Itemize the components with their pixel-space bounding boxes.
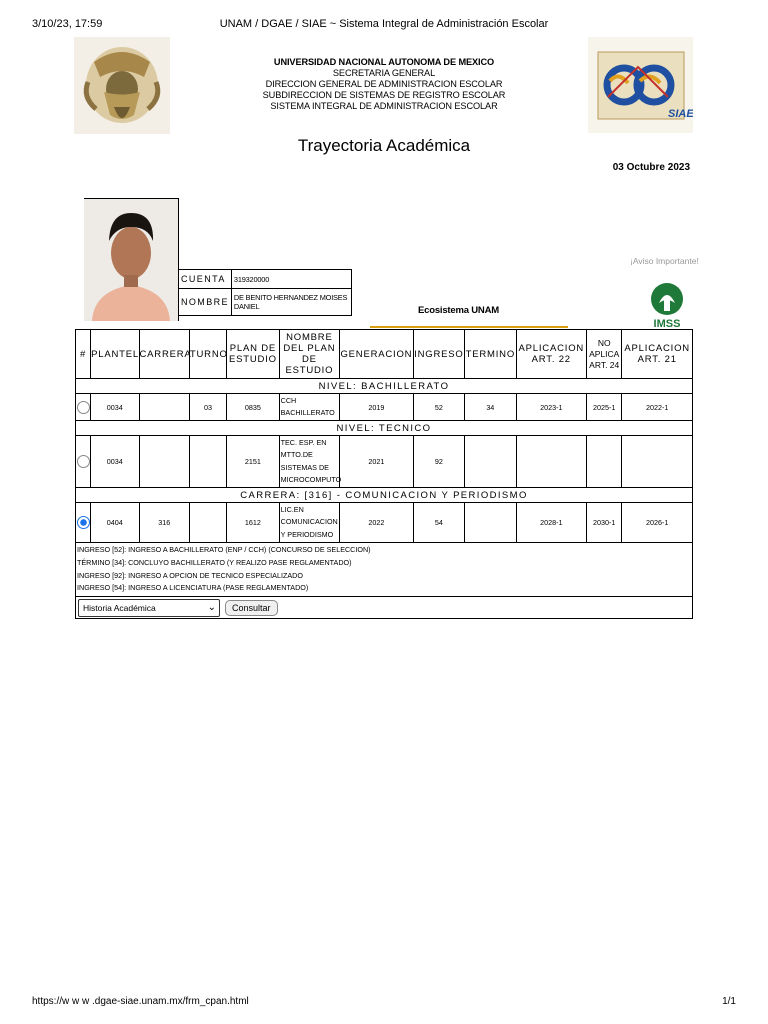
col-header-nombre-plan: NOMBRE DEL PLAN DE ESTUDIO <box>279 330 339 379</box>
cell-ingreso: 52 <box>413 394 464 421</box>
cell-plan: 1612 <box>227 503 279 543</box>
imss-logo-text: IMSS <box>653 318 681 329</box>
note-line: INGRESO [54]: INGRESO A LICENCIATURA (PASE REGLAMENTADO) <box>77 583 309 593</box>
print-header <box>32 18 736 32</box>
cell-turno <box>189 503 226 543</box>
unam-logo <box>74 37 170 134</box>
cell-art21: 2026-1 <box>622 503 693 543</box>
cuenta-value: 319320000 <box>231 270 351 289</box>
ecosistema-link[interactable]: Ecosistema UNAM <box>418 305 499 316</box>
print-page-number: 1/1 <box>722 996 736 1007</box>
institution-heading <box>230 57 538 112</box>
cell-ingreso: 54 <box>413 503 464 543</box>
col-header-termino: TERMINO <box>465 330 516 379</box>
cell-art24 <box>587 436 622 488</box>
cell-nombre-plan: LIC.EN COMUNICACION Y PERIODISMO <box>279 503 339 543</box>
report-type-select[interactable] <box>78 599 220 617</box>
cell-nombre-plan: TEC. ESP. EN MTTO.DE SISTEMAS DE MICROCOMPUTO <box>279 436 339 488</box>
institution-direccion: DIRECCION GENERAL DE ADMINISTRACION ESCOLAR <box>265 79 503 89</box>
cell-art24: 2025-1 <box>587 394 622 421</box>
page-title: Trayectoria Académica <box>297 136 471 155</box>
cell-art22 <box>516 436 587 488</box>
cell-termino: 34 <box>465 394 516 421</box>
table-row <box>76 503 693 543</box>
row-select-radio[interactable] <box>77 455 90 468</box>
section-title: NIVEL: TECNICO <box>76 421 693 436</box>
col-header-turno: TURNO <box>189 330 226 379</box>
cell-plan: 0835 <box>227 394 279 421</box>
siae-logo <box>588 37 693 133</box>
institution-name: UNIVERSIDAD NACIONAL AUTONOMA DE MEXICO <box>273 57 495 67</box>
institution-secretaria: SECRETARIA GENERAL <box>332 68 436 78</box>
cell-termino <box>465 503 516 543</box>
cuenta-label: CUENTA <box>179 270 232 289</box>
student-info-table <box>178 269 352 316</box>
cell-art24: 2030-1 <box>587 503 622 543</box>
col-header-art24: NO APLICA ART. 24 <box>587 330 622 379</box>
print-url: https://w w w .dgae-siae.unam.mx/frm_cpan.html <box>32 996 249 1007</box>
note-line: TÉRMINO [34]: CONCLUYO BACHILLERATO (Y REALIZO PASE REGLAMENTADO) <box>77 557 352 567</box>
cell-art22: 2023-1 <box>516 394 587 421</box>
cell-turno: 03 <box>189 394 226 421</box>
cell-generacion: 2022 <box>340 503 414 543</box>
cell-generacion: 2019 <box>340 394 414 421</box>
ecosistema-underline <box>370 326 568 328</box>
consultar-button[interactable]: Consultar <box>225 600 278 616</box>
legend-notes <box>76 543 693 597</box>
row-select-radio[interactable] <box>77 401 90 414</box>
note-line: INGRESO [92]: INGRESO A OPCION DE TECNICO ESPECIALIZADO <box>77 570 303 580</box>
table-row <box>76 394 693 421</box>
cell-art21: 2022-1 <box>622 394 693 421</box>
col-header-art22: APLICACION ART. 22 <box>516 330 587 379</box>
section-row-bachillerato <box>76 379 693 394</box>
cell-carrera <box>139 436 189 488</box>
cell-plantel: 0034 <box>91 394 139 421</box>
imss-logo[interactable] <box>647 281 687 329</box>
nombre-label: NOMBRE <box>179 289 232 316</box>
section-row-carrera <box>76 488 693 503</box>
controls-row <box>76 597 693 619</box>
chevron-down-icon: ⌄ <box>207 601 216 613</box>
cell-art21 <box>622 436 693 488</box>
col-header-generacion: GENERACION <box>340 330 414 379</box>
cell-turno <box>189 436 226 488</box>
print-footer <box>32 996 736 1010</box>
col-header-carrera: CARRERA <box>139 330 189 379</box>
cell-art22: 2028-1 <box>516 503 587 543</box>
col-header-num: # <box>76 330 91 379</box>
cell-ingreso: 92 <box>413 436 464 488</box>
table-header-row <box>76 330 693 379</box>
institution-subdireccion: SUBDIRECCION DE SISTEMAS DE REGISTRO ESCOLAR <box>262 90 506 100</box>
col-header-plan: PLAN DE ESTUDIO <box>227 330 279 379</box>
section-row-tecnico <box>76 421 693 436</box>
cell-plan: 2151 <box>227 436 279 488</box>
aviso-link[interactable]: ¡Aviso Importante! <box>630 256 699 266</box>
nombre-value: DE BENITO HERNANDEZ MOISES DANIEL <box>231 289 351 316</box>
institution-sistema: SISTEMA INTEGRAL DE ADMINISTRACION ESCOLAR <box>270 101 498 111</box>
note-line: INGRESO [52]: INGRESO A BACHILLERATO (ENP / CCH) (CONCURSO DE SELECCION) <box>77 545 371 554</box>
trajectory-table <box>75 329 693 619</box>
col-header-art21: APLICACION ART. 21 <box>622 330 693 379</box>
cell-plantel: 0034 <box>91 436 139 488</box>
cell-termino <box>465 436 516 488</box>
print-title: UNAM / DGAE / SIAE ~ Sistema Integral de Administración Escolar <box>219 18 549 30</box>
col-header-ingreso: INGRESO <box>413 330 464 379</box>
svg-text:SIAE: SIAE <box>668 108 693 120</box>
cell-carrera <box>139 394 189 421</box>
section-title: CARRERA: [316] - COMUNICACION Y PERIODISMO <box>76 488 693 503</box>
col-header-plantel: PLANTEL <box>91 330 139 379</box>
cell-plantel: 0404 <box>91 503 139 543</box>
cell-generacion: 2021 <box>340 436 414 488</box>
table-row <box>76 436 693 488</box>
section-title: NIVEL: BACHILLERATO <box>76 379 693 394</box>
cell-nombre-plan: CCH BACHILLERATO <box>279 394 339 421</box>
row-select-radio[interactable] <box>77 516 90 529</box>
print-datetime: 3/10/23, 17:59 <box>32 18 103 30</box>
report-date: 03 Octubre 2023 <box>612 162 690 173</box>
cell-carrera: 316 <box>139 503 189 543</box>
notes-row <box>76 543 693 597</box>
student-photo <box>84 198 179 321</box>
